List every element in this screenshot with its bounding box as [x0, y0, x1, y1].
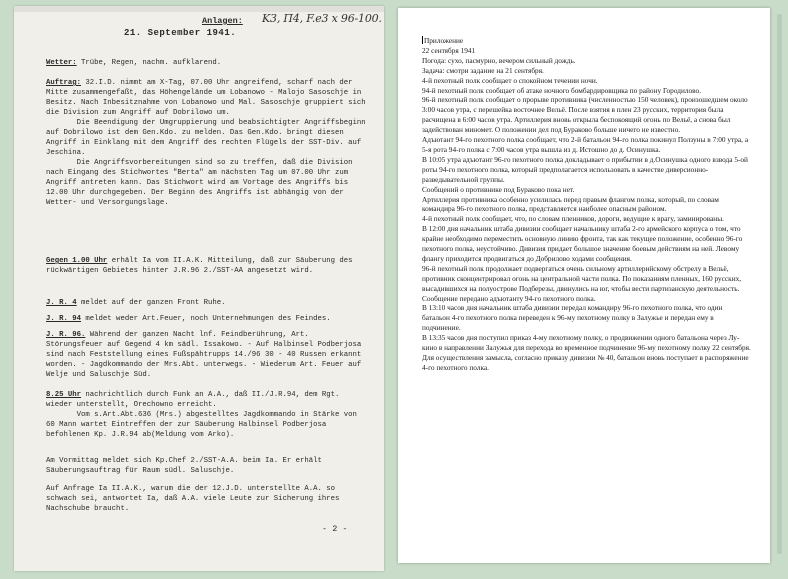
scan-paragraph-text: erhält Ia vom II.A.K. Mitteilung, daß zur Säuberung des rückwärtigen Gebietes hinter J.R.96 2./SST-AA angesetzt wird. [46, 257, 357, 275]
handwritten-annotation: K3, П4, F.e3 x 96-100. [262, 12, 382, 25]
vertical-scrollbar[interactable] [777, 14, 782, 554]
doc-paragraph: Артиллерия противника особенно усилилась перед правым флангом полка, который, по словам командира 96-го пехотного полка, представляется наиболее опасным районом. [422, 194, 719, 214]
scan-paragraph-label: Wetter: [46, 59, 77, 67]
scan-paragraph [46, 390, 370, 440]
doc-paragraph: Сообщений о противнике под Бураково пока нет. [422, 184, 575, 194]
scan-paragraph-text: nachrichtlich durch Funk an A.A., daß II./J.R.94, dem Rgt. wieder unterstellt, Orechowno erreicht. Vom s.Art.Abt.636 (Mrs.) abgestelltes Jagdkommando in Stärke von 60 Mann wartet Eintreffen der zur Säuberung Halbinsel Podberjosa befohlenen Kp. J.R.94 ab(Meldung vom Arko). [46, 391, 357, 439]
scan-paragraph-text: Am Vormittag meldet sich Kp.Chef 2./SST-A.A. beim Ia. Er erhält Säuberungsauftrag für Raum südl. Saluschje. [46, 457, 327, 475]
doc-paragraph: 4-й пехотный полк сообщает о спокойном течении ночи. [422, 75, 598, 85]
scan-paragraph-label: J. R. 4 [46, 299, 77, 307]
scan-paragraph-label: Auftrag: [46, 79, 82, 87]
scan-paragraph-text: meldet weder Art.Feuer, noch Unternehmungen des Feindes. [81, 315, 331, 323]
scan-paragraph [46, 330, 370, 380]
doc-paragraph: В 13:10 часов дня начальник штаба дивизии передал командиру 96-го пехотного полка, что один батальон 4-го пехотного полка переведен к 96-му пехотному полку в Залужье и передан ему в подчинение. [422, 303, 723, 333]
scan-paragraph-label: Gegen 1.00 Uhr [46, 257, 108, 265]
doc-paragraph: Адъютант 94-го пехотного полка сообщает, что 2-й батальон 94-го полка покинул Ползуны в 7:00 утра, а 5-я рота 94-го полка с 7:00 часов утра вышла из д. Истошно до д. Осинушка. [422, 135, 749, 154]
scan-date: 21. September 1941. [124, 28, 237, 38]
annex-label: Anlagen: [202, 16, 243, 26]
translation-document-page[interactable] [398, 8, 770, 563]
doc-paragraph: Задача: смотри задание на 21 сентября. [422, 65, 544, 75]
scanned-document-page [14, 6, 384, 571]
scan-paragraph [46, 256, 370, 276]
scan-paragraph-text: Auf Anfrage Ia II.A.K., warum die der 12.J.D. unterstellte A.A. so schwach sei, antwortet Ia, daß A.A. viele Leute zur Sicherung ihres Nachschube braucht. [46, 485, 344, 513]
doc-paragraph: 96-й пехотный полк сообщает о прорыве противника (численностью 150 человек), произошедшем около 3:00 часов утра, с перешейка восточнее Вельё. После взятия в плен 23 русских, территория была расчищена в 6:00 часов утра. Артиллерия вновь открыла беспокоящий огонь по Вельё, а снова был задействован миномет. О положении дел под Бураково больше ничего не известно. [422, 95, 748, 135]
scan-paragraph [46, 484, 370, 514]
scan-paragraph-label: J. R. 94 [46, 315, 82, 323]
scan-paragraph [46, 58, 370, 68]
doc-paragraph: 96-й пехотный полк продолжает подвергаться очень сильному артиллерийскому обстрелу в Вельё, противник сконцентрировал огонь на центральной части полка. По показаниям пленных, 160 русских, высадившихся на полуострове Подберезы, двинулись на юг, чтобы вести партизанскую деятельность. Сообщение передано адъютанту 94-го пехотного полка. [422, 263, 742, 303]
doc-paragraph: 94-й пехотный полк сообщает об атаке ночного бомбардировщика по району Городилово. [422, 85, 702, 95]
scan-paragraph [46, 298, 370, 308]
scan-paragraph [46, 456, 370, 476]
scan-paragraph-text: 32.I.D. nimmt am X-Tag, 07.00 Uhr angreifend, scharf nach der Mitte zusammengefaßt, das Höhengelände um Lobanowo - Malojo Sasoschje in Besitz. Nach Inbesitznahme von Lobanowo und Mal. Sasoschje gruppiert sich die Division zum Angriff auf Dobrilowo um. Die Beendigung der Umgruppierung und beabsichtigter Angriffsbeginn auf Dobrilowo ist dem Gen.Kdo. zu melden. Das Gen.Kdo. bringt diesen Angriff in Einklang mit dem Angriff des rechten Flügels der SST-Div. auf Jeschina. Die Angriffsvorbereitungen sind so zu treffen, daß die Division nach Eingang des Stichwortes "Berta" am nächsten Tag um 07.00 Uhr zum Angriff antreten kann. Das Stichwort wird am Vortage des Angriffs bis 12.00 Uhr durchgegeben. Der Beginn des Angriffs ist abhängig von der Wetter- und Versorgungslage. [46, 79, 366, 207]
doc-paragraph: В 10:05 утра адъютант 96-го пехотного полка докладывает о прибытии в д.Осинушка одного взвода 5-ой роты 94-го пехотного полка, который предполагается использовать в качестве диверсионно-разведывательной группы. [422, 154, 748, 184]
scan-page-number: - 2 - [322, 524, 348, 534]
scan-paragraph [46, 314, 370, 324]
scan-paragraph [46, 78, 370, 208]
document-text-body[interactable] [422, 36, 752, 373]
doc-paragraph: 22 сентября 1941 [422, 45, 476, 55]
scan-paragraph-text: Trübe, Regen, nachm. aufklarend. [76, 59, 222, 67]
doc-paragraph: Приложение [424, 36, 464, 45]
text-cursor [422, 36, 423, 44]
scan-paragraph-text: Während der ganzen Nacht lnf. Feindberührung, Art. Störungsfeuer auf Gegend 4 km sädl. Issakowo. - Auf Halbinsel Podberjosa sind nach Feststellung eines Fußspähtrupps 14./96 30 - 40 Russen erkannt worden. - Jagdkommando der Mrs.Abt. unterwegs. - Wiederum Art. Feuer auf Welje und Saluschje Süd. [46, 331, 366, 379]
scan-paragraph-label: 8.25 Uhr [46, 391, 82, 399]
doc-paragraph: Погода: сухо, пасмурно, вечером сильный дождь. [422, 55, 576, 65]
doc-paragraph: 4-й пехотный полк сообщает, что, по словам пленников, дороги, ведущие к врагу, заминированы. [422, 214, 724, 224]
doc-paragraph: В 13:35 часов дня поступил приказ 4-му пехотному полку, о продвижении одного батальона через Лу-кино в направлении Залужья для перехода во временное подчинение 96-му пехотному полку 22 сентября. Для осуществления замысла, согласно приказу дивизии № 40, батальон вновь поступает в распоряжение 4-го пехотного полка. [422, 333, 751, 372]
scan-paragraph-text: meldet auf der ganzen Front Ruhe. [76, 299, 226, 307]
doc-paragraph: В 12:00 дня начальник штаба дивизии сообщает начальнику штаба 2-го армейского корпуса о том, что крайне необходимо переместить основную линию фронта, так как текущее положение, особенно 96-го пехотного полка, неустойчиво. Дивизия придает большое значение боевым действиям на ней. Левому флангу приходится продвигаться до Добрилово ходами сообщения. [422, 224, 743, 263]
scan-paragraph-label: J. R. 96. [46, 331, 86, 339]
